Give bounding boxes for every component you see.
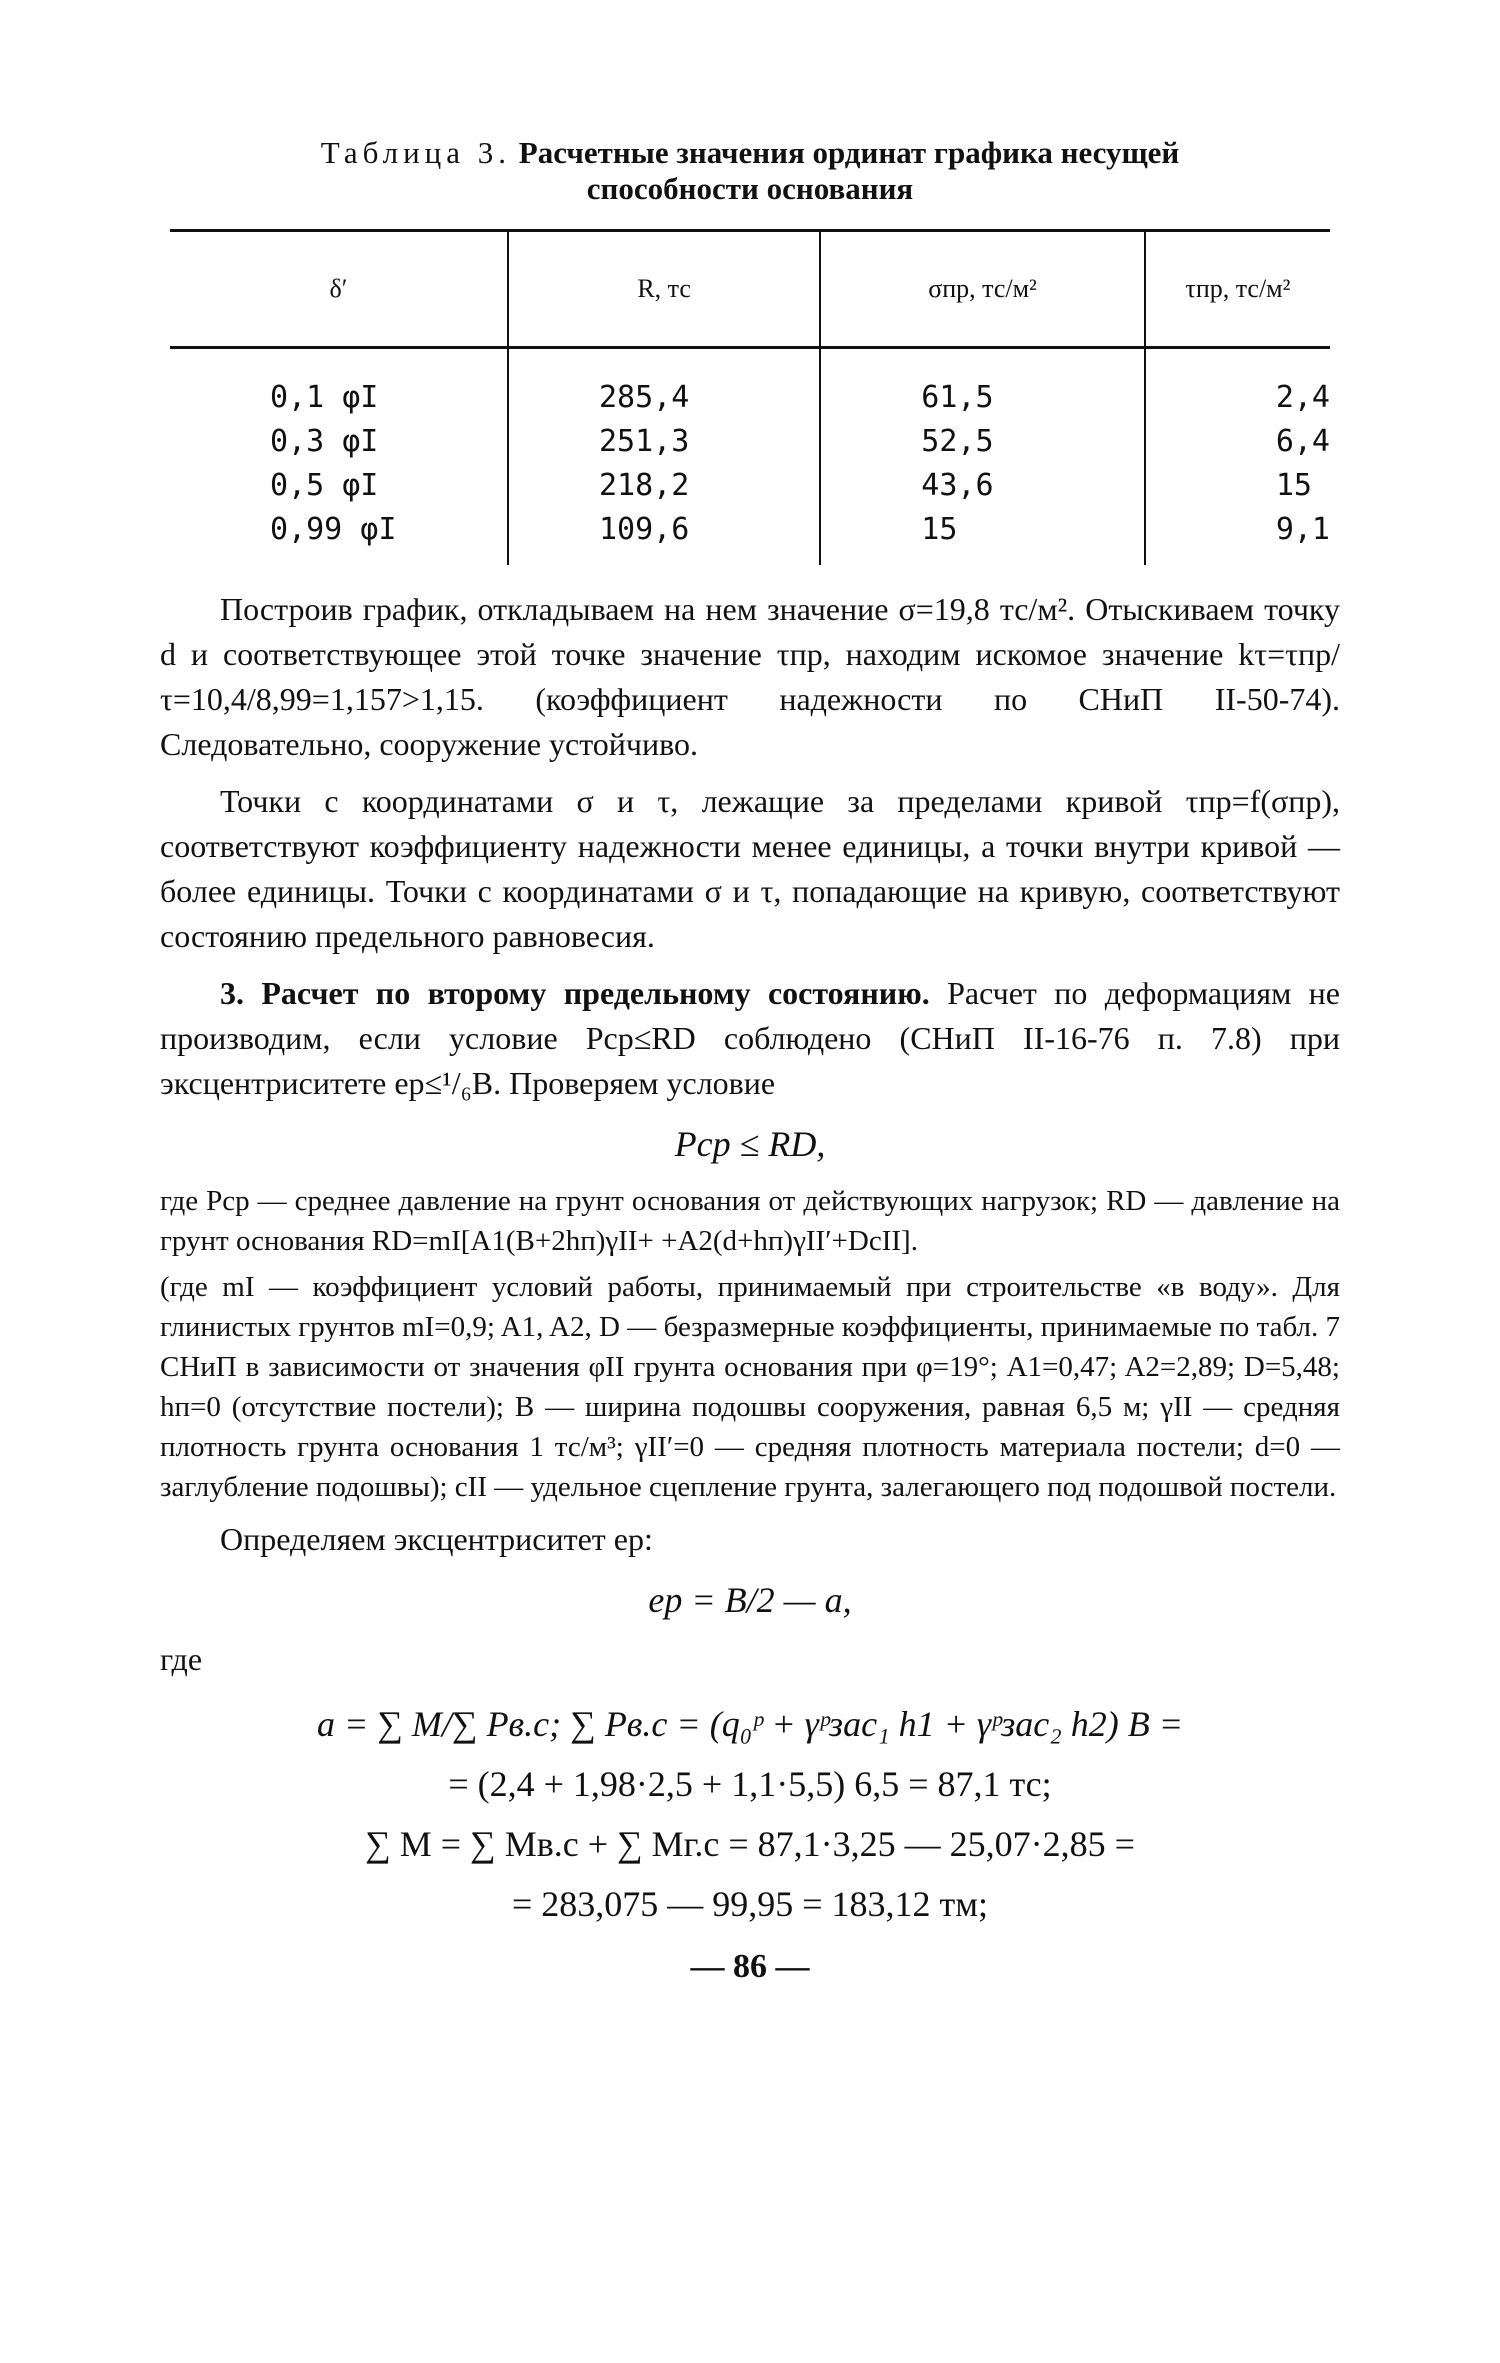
cell: 9,1 bbox=[1145, 507, 1330, 565]
table-row bbox=[170, 348, 1330, 420]
header-tau: τпр, тс/м² bbox=[1145, 231, 1330, 348]
paragraph-1: Построив график, откладываем на нем значение σ=19,8 тс/м². Отыскиваем точку d и соответствующее этой точке значение τпр, находим искомое значение kτ=τпр/τ=10,4/8,99=1,157>1,15. (коэффициент надежности по СНиП II-50-74). Следовательно, сооружение устойчиво. bbox=[160, 591, 1340, 762]
paragraph-6: Определяем эксцентриситет eр: bbox=[220, 1521, 653, 1557]
cell: 0,5 φI bbox=[270, 467, 379, 503]
cell: 43,6 bbox=[820, 463, 1145, 507]
cell: 52,5 bbox=[820, 419, 1145, 463]
table-row bbox=[170, 507, 1330, 565]
formula-sum-m: ∑ M = ∑ Mв.с + ∑ Mг.с = 87,1·3,25 — 25,07·2,85 = bbox=[365, 1824, 1135, 1864]
paragraph-5: (где mI — коэффициент условий работы, принимаемый при строительстве «в воду». Для глинистых грунтов mI=0,9; A1, A2, D — безразмерные коэффициенты, принимаемые по табл. 7 СНиП в зависимости от значения φII грунта основания при φ=19°; A1=0,47; A2=2,89; D=5,48; hп=0 (отсутствие постели); B — ширина подошвы сооружения, равная 6,5 м; γII — средняя плотность грунта основания 1 тс/м³; γII′=0 — средняя плотность материала постели; d=0 — заглубление подошвы); cII — удельное сцепление грунта, залегающего под подошвой постели. bbox=[160, 1271, 1340, 1503]
formula-sum-p: = (2,4 + 1,98·2,5 + 1,1·5,5) 6,5 = 87,1 тс; bbox=[448, 1764, 1052, 1804]
paragraph-2: Точки с координатами σ и τ, лежащие за пределами кривой τпр=f(σпр), соответствуют коэффициенту надежности менее единицы, а точки внутри кривой — более единицы. Точки с координатами σ и τ, попадающие на кривую, соответствуют состоянию предельного равновесия. bbox=[160, 783, 1340, 954]
formula-a: a = ∑ M/∑ Pв.с; ∑ Pв.с = (q₀ᵖ + γᵖзас₁ h1 + γᵖзас₂ h2) B = bbox=[316, 1704, 1184, 1744]
table-row bbox=[170, 419, 1330, 463]
page-number: — 86 — bbox=[690, 1948, 810, 1985]
cell: 2,4 bbox=[1145, 348, 1330, 420]
cell: 109,6 bbox=[508, 507, 820, 565]
section-heading: 3. Расчет по второму предельному состоянию. bbox=[220, 975, 930, 1011]
cell: 6,4 bbox=[1145, 419, 1330, 463]
cell: 251,3 bbox=[508, 419, 820, 463]
cell: 285,4 bbox=[508, 348, 820, 420]
header-delta: δ′ bbox=[170, 231, 508, 348]
cell: 0,1 φI bbox=[270, 379, 379, 415]
cell: 61,5 bbox=[820, 348, 1145, 420]
where-label: где bbox=[160, 1641, 203, 1677]
header-sigma: σпр, тс/м² bbox=[820, 231, 1145, 348]
paragraph-3 bbox=[160, 971, 1340, 1106]
formula-sum-m-result: = 283,075 — 99,95 = 183,12 тм; bbox=[511, 1884, 989, 1924]
table-caption bbox=[160, 135, 1340, 207]
data-table bbox=[170, 229, 1330, 565]
header-r: R, тс bbox=[508, 231, 820, 348]
formula-block bbox=[160, 1694, 1340, 1934]
cell: 0,3 φI bbox=[270, 423, 379, 459]
paragraph-4: где Pср — среднее давление на грунт основания от действующих нагрузок; RD — давление на грунт основания RD=mI[A1(B+2hп)γII+ +A2(d+hп)γII′+DcII]. bbox=[160, 1185, 1340, 1257]
cell: 218,2 bbox=[508, 463, 820, 507]
body-text bbox=[160, 587, 1340, 1934]
paragraph-3-text: Расчет по деформациям не производим, если условие Pср≤RD соблюдено (СНиП II-16-76 п. 7.8) при эксцентриситете eр≤¹/₆B. Проверяем условие bbox=[160, 975, 1341, 1101]
table-row bbox=[170, 463, 1330, 507]
table-header-row bbox=[170, 231, 1330, 348]
formula-condition: Pср ≤ RD, bbox=[674, 1124, 826, 1164]
table-label: Таблица 3. bbox=[320, 135, 512, 170]
table-title-line1: Расчетные значения ординат графика несущей bbox=[518, 135, 1180, 170]
formula-eccentricity: eр = B/2 — a, bbox=[648, 1580, 852, 1620]
table-title-line2: способности основания bbox=[586, 171, 914, 206]
page bbox=[160, 135, 1340, 1986]
cell: 0,99 φI bbox=[270, 511, 397, 547]
cell: 15 bbox=[820, 507, 1145, 565]
cell: 15 bbox=[1145, 463, 1330, 507]
